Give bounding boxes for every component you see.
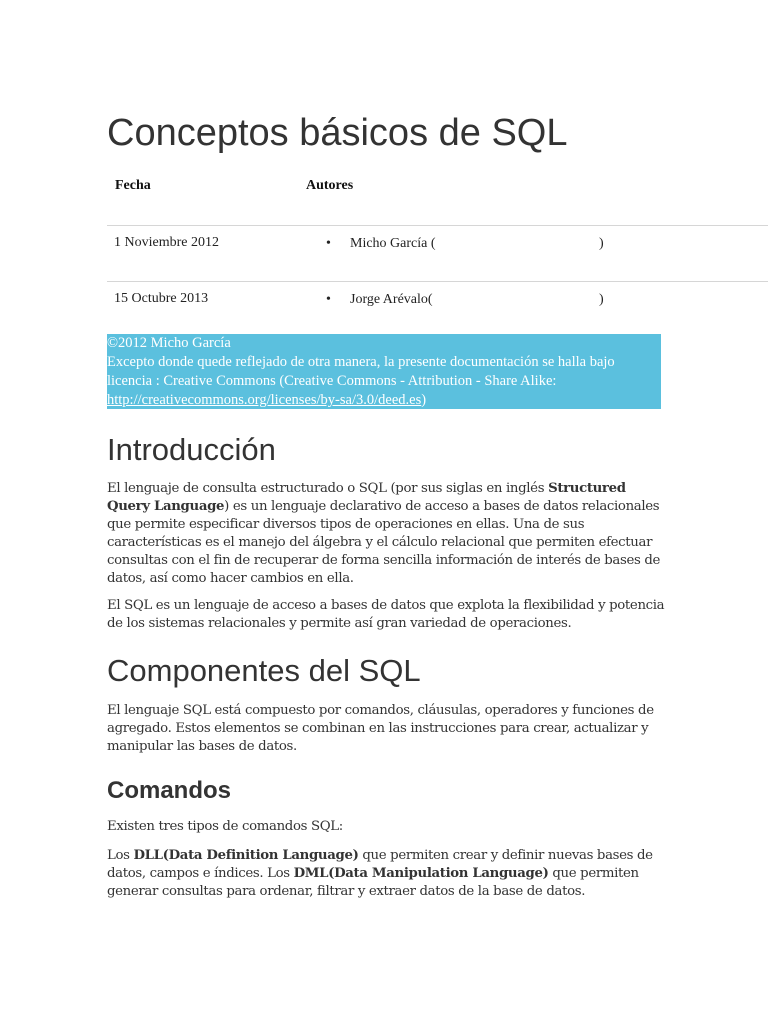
components-paragraph: El lenguaje SQL está compuesto por comandos, cláusulas, operadores y funciones de agregado. Estos elementos se combinan en las instrucciones para crear, actualizar y manipular las bases de datos. bbox=[107, 703, 654, 754]
commands-text: Los bbox=[107, 848, 134, 863]
license-text bbox=[107, 353, 661, 410]
author-name: Jorge Arévalo( bbox=[350, 292, 433, 307]
page-title: Conceptos básicos de SQL bbox=[107, 112, 568, 154]
table-divider bbox=[107, 225, 768, 226]
list-bullet: • bbox=[326, 292, 331, 307]
intro-bold-term: Structured Query Language bbox=[107, 481, 626, 514]
author-close-paren: ) bbox=[599, 236, 604, 251]
license-description: Excepto donde quede reflejado de otra manera, la presente documentación se halla bajo licencia : Creative Commons (Creative Commons - Attribution - Share Alike: bbox=[107, 354, 615, 389]
intro-paragraph-2: El SQL es un lenguaje de acceso a bases de datos que explota la flexibilidad y potencia de los sistemas relacionales y permite así gran variedad de operaciones. bbox=[107, 598, 665, 631]
table-row-date: 15 Octubre 2013 bbox=[114, 291, 209, 306]
intro-paragraph-1 bbox=[107, 480, 667, 588]
license-link[interactable]: http://creativecommons.org/licenses/by-sa/3.0/deed.es bbox=[107, 392, 422, 408]
table-row-date: 1 Noviembre 2012 bbox=[114, 235, 219, 250]
commands-paragraph-1: Existen tres tipos de comandos SQL: bbox=[107, 819, 343, 834]
list-bullet: • bbox=[326, 236, 331, 251]
intro-text: ) es un lenguaje declarativo de acceso a bases de datos relacionales que permite especificar diversos tipos de operaciones en ellas. Una de sus características es el manejo del álgebra y el cálculo relacional que permiten efectuar consultas con el fin de recuperar de forma sencilla información de interés de bases de datos, así como hacer cambios en ella. bbox=[107, 499, 661, 586]
author-close-paren: ) bbox=[599, 292, 604, 307]
section-heading-componentes: Componentes del SQL bbox=[107, 653, 421, 688]
commands-text: que permiten generar consultas para ordenar, filtrar y extraer datos de la base de datos. bbox=[107, 866, 639, 899]
authors-column-header: Autores bbox=[306, 178, 354, 193]
intro-text: El lenguaje de consulta estructurado o SQL (por sus siglas en inglés bbox=[107, 481, 549, 496]
license-box bbox=[107, 334, 661, 409]
license-close: ) bbox=[421, 392, 427, 408]
section-heading-comandos: Comandos bbox=[107, 777, 232, 804]
date-column-header: Fecha bbox=[115, 178, 151, 193]
section-heading-introduccion: Introducción bbox=[107, 432, 276, 467]
commands-text: que permiten crear y definir nuevas bases de datos, campos e índices. Los bbox=[107, 848, 653, 881]
copyright-line: ©2012 Micho García bbox=[107, 335, 231, 351]
dll-term: DLL(Data Definition Language) bbox=[133, 848, 359, 863]
table-divider bbox=[107, 281, 768, 282]
dml-term: DML(Data Manipulation Language) bbox=[293, 866, 549, 881]
commands-paragraph-2 bbox=[107, 847, 667, 901]
author-name: Micho García ( bbox=[350, 236, 436, 251]
